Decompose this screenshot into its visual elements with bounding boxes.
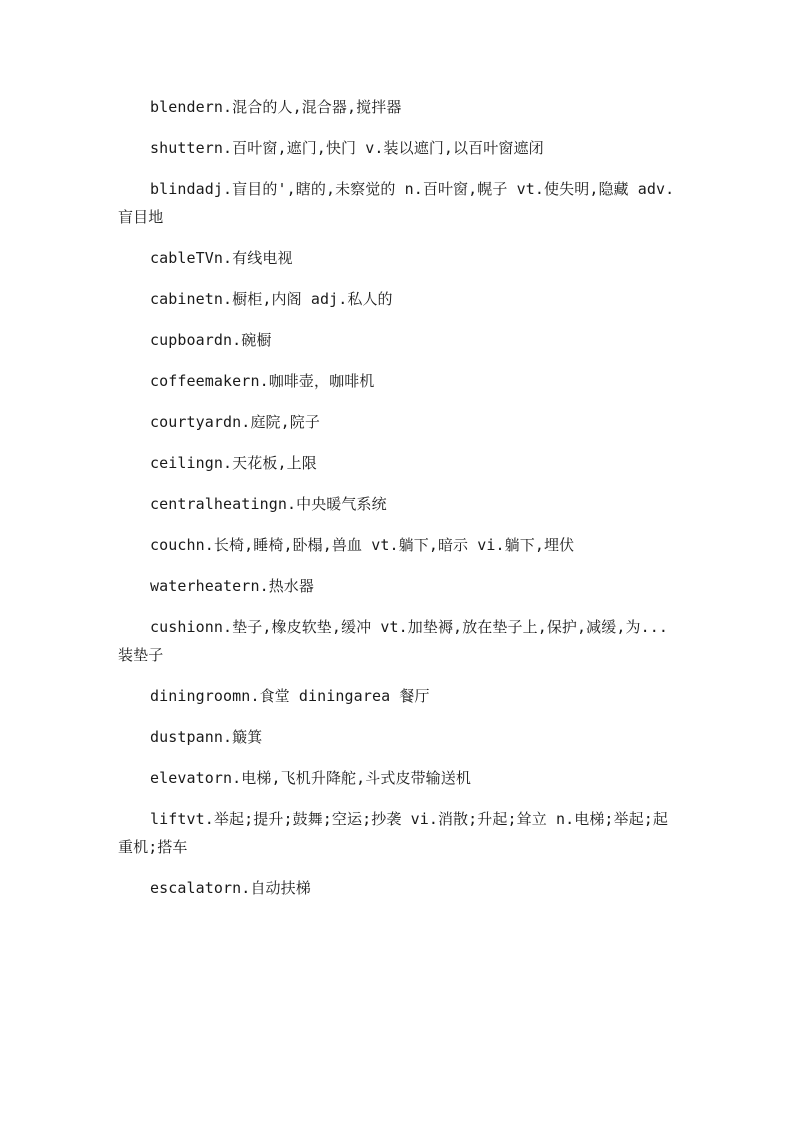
vocab-entry: escalatorn.自动扶梯 (150, 879, 311, 897)
vocab-entry: blindadj.盲目的',瞎的,未察觉的 n.百叶窗,幌子 vt.使失明,隐藏 adv.盲目地 (118, 180, 675, 226)
vocab-entry: liftvt.举起;提升;鼓舞;空运;抄袭 vi.消散;升起;耸立 n.电梯;举起;起重机;搭车 (118, 810, 668, 856)
vocab-entry: courtyardn.庭院,院子 (150, 413, 320, 431)
vocab-entry: cabinetn.橱柜,内阁 adj.私人的 (150, 290, 393, 308)
vocab-entry: shuttern.百叶窗,遮门,快门 v.装以遮门,以百叶窗遮闭 (150, 139, 544, 157)
vocab-entry: cupboardn.碗橱 (150, 331, 272, 349)
vocab-entry: centralheatingn.中央暖气系统 (150, 495, 387, 513)
vocab-entry: elevatorn.电梯,飞机升降舵,斗式皮带输送机 (150, 769, 471, 787)
vocab-entry: cableTVn.有线电视 (150, 249, 293, 267)
vocab-entry: diningroomn.食堂 diningarea 餐厅 (150, 687, 430, 705)
vocab-entry: blendern.混合的人,混合器,搅拌器 (150, 98, 402, 116)
vocab-entry: couchn.长椅,睡椅,卧榻,兽血 vt.躺下,暗示 vi.躺下,埋伏 (150, 536, 575, 554)
vocabulary-list (118, 93, 678, 915)
vocab-entry: waterheatern.热水器 (150, 577, 315, 595)
vocab-entry: coffeemakern.咖啡壶，咖啡机 (150, 372, 375, 390)
vocab-entry: cushionn.垫子,橡皮软垫,缓冲 vt.加垫褥,放在垫子上,保护,减缓,为...装垫子 (118, 618, 668, 664)
vocab-entry: ceilingn.天花板,上限 (150, 454, 317, 472)
vocab-entry: dustpann.簸箕 (150, 728, 263, 746)
